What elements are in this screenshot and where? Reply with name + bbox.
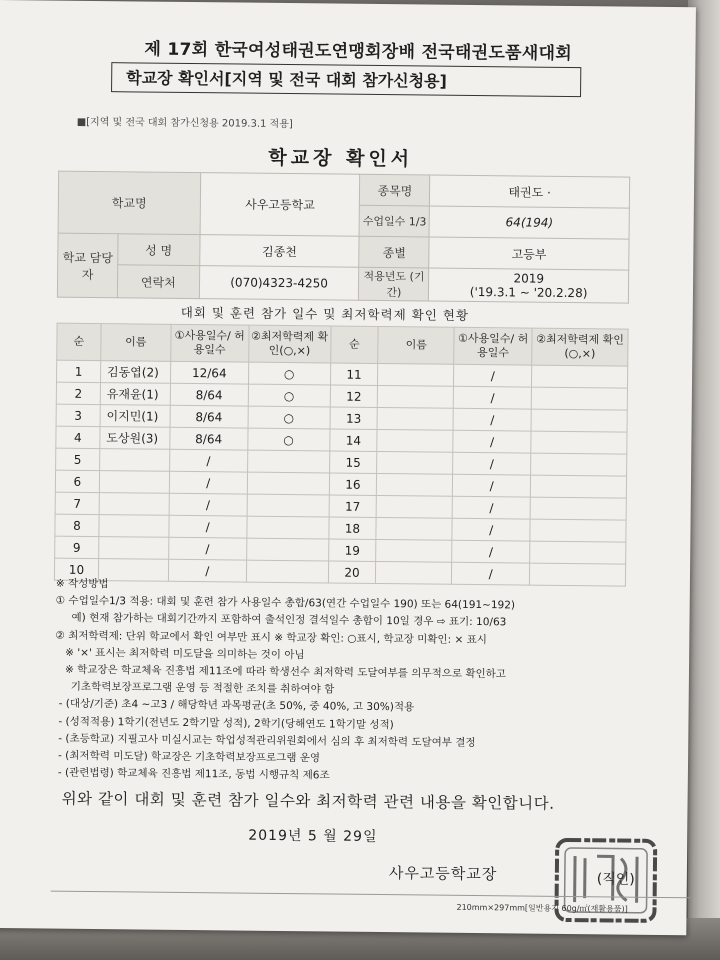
instruction-line: 예) 현재 참가하는 대회기간까지 포함하여 출석인정 결석일수 총합이 10일 경우 ⇨ 표기: 10/63 (71, 612, 507, 629)
right-no-cell: 18 (328, 517, 376, 540)
teacher-label: 학교 담당자 (57, 233, 118, 298)
year-cell (429, 268, 629, 303)
year-value: 2019 (513, 271, 545, 286)
left-name-cell: 유재윤(1) (100, 383, 170, 406)
right-days-cell: / (453, 474, 531, 497)
left-name-cell (99, 493, 169, 516)
instruction-line: ※ 작성방법 (55, 577, 109, 591)
left-days-cell: / (169, 515, 247, 538)
participation-header-cell: ②최저학력제 확인(○,×) (248, 325, 330, 363)
right-days-cell: / (452, 518, 530, 541)
left-days-cell: / (168, 559, 246, 582)
left-no-cell: 5 (56, 448, 100, 470)
right-days-cell: / (454, 364, 532, 387)
right-name-cell (378, 385, 454, 408)
right-name-cell (377, 407, 453, 430)
section-title: 대회 및 훈련 참가 일수 및 최저학력제 확인 현황 (180, 304, 470, 323)
class-days-value: 64(194) (429, 206, 629, 239)
instruction-line: ② 최저학력제: 단위 학교에서 확인 여부만 표시 ※ 학교장 확인: ○표시, 학교장 미확인: × 표시 (55, 629, 487, 646)
period-value: ('19.3.1 ~ '20.2.28) (469, 284, 588, 301)
right-check-cell (530, 475, 626, 498)
left-no-cell: 9 (55, 536, 99, 558)
participation-header-cell: 이름 (101, 324, 171, 362)
participation-header-cell: 순 (57, 323, 101, 360)
form-note: ■[지역 및 전국 대회 참가신청용 2019.3.1 적용] (76, 116, 293, 131)
teacher-name-value: 김종천 (199, 235, 359, 268)
left-check-cell (247, 472, 329, 495)
left-days-cell: 8/64 (170, 383, 248, 406)
instruction-line: - (최저학력 미도달) 학교장은 기초학력보장프로그램 운영 (58, 749, 321, 765)
right-name-cell (377, 429, 453, 452)
left-days-cell: 12/64 (170, 361, 248, 384)
school-info-table (57, 171, 630, 304)
left-check-cell (246, 538, 328, 561)
left-no-cell: 2 (56, 382, 100, 404)
right-name-cell (377, 473, 453, 496)
right-days-cell: / (453, 430, 531, 453)
instruction-line: ※ '×' 표시는 최저학력 미도달을 의미하는 것이 아님 (65, 646, 305, 662)
left-check-cell (247, 516, 329, 539)
right-check-cell (530, 541, 626, 564)
instructions (54, 576, 676, 789)
year-label: 적용년도 (기간) (359, 267, 429, 301)
document-title: 학교장 확인서 (268, 146, 414, 171)
right-check-cell (530, 497, 626, 520)
class-days-label: 수업일수 1/3 (360, 205, 430, 237)
participation-header-cell: ②최저학력제 확인(○,×) (532, 328, 628, 366)
instruction-line: - (관련법령) 학교체육 진흥법 제11조, 동법 시행규칙 제6조 (57, 766, 330, 782)
right-no-cell: 16 (329, 473, 377, 496)
left-name-cell (99, 449, 169, 472)
right-check-cell (531, 453, 627, 476)
left-check-cell (247, 494, 329, 517)
left-check-cell: ○ (248, 406, 330, 429)
left-no-cell: 6 (55, 470, 99, 492)
participation-header-cell: 이름 (378, 326, 454, 364)
paper-spec: 210mm×297mm[일반용지 60g/㎡(재활용품)] (456, 902, 628, 914)
right-name-cell (376, 517, 452, 540)
left-check-cell: ○ (247, 428, 329, 451)
instruction-line: 기초학력보장프로그램 운영 등 적절한 조치를 취하여야 함 (70, 680, 335, 696)
right-name-cell (378, 363, 454, 386)
right-check-cell (531, 409, 627, 432)
right-days-cell: / (453, 452, 531, 475)
right-no-cell: 13 (330, 407, 378, 430)
right-name-cell (377, 495, 453, 518)
instruction-line: ① 수업일수1/3 적용: 대회 및 훈련 참가 사용일수 총합/63(연간 수업일수 190) 또는 64(191~192) (55, 594, 516, 612)
level-label: 종별 (359, 236, 429, 268)
right-days-cell: / (454, 386, 532, 409)
left-no-cell: 4 (56, 426, 100, 448)
right-no-cell: 19 (328, 539, 376, 562)
right-no-cell: 12 (330, 385, 378, 408)
date-text: 2019년 5 월 29일 (248, 827, 378, 845)
left-no-cell: 8 (55, 514, 99, 536)
form-subtitle: 학교장 확인서[지역 및 전국 대회 참가신청용] (111, 62, 581, 97)
instruction-line: - (성적적용) 1학기(전년도 2학기말 성적), 2학기(당해연도 1학기말 성적) (58, 715, 394, 731)
seal-label: (직인) (596, 871, 635, 888)
right-no-cell: 11 (330, 363, 378, 386)
right-days-cell: / (452, 562, 530, 585)
contest-title: 제 17회 한국여성태권도연맹회장배 전국태권도품새대회 (144, 39, 573, 64)
right-check-cell (531, 387, 627, 410)
right-check-cell (532, 365, 628, 388)
right-name-cell (376, 539, 452, 562)
instruction-line: - (초등학교) 지필고사 미실시교는 학업성적관리위원회에서 심의 후 최저학력 도달여부 결정 (58, 732, 476, 749)
left-days-cell: 8/64 (170, 427, 248, 450)
left-no-cell: 1 (57, 360, 101, 382)
right-days-cell: / (453, 408, 531, 431)
right-no-cell: 17 (329, 495, 377, 518)
left-days-cell: / (169, 493, 247, 516)
left-no-cell: 10 (54, 558, 98, 580)
left-name-cell (99, 537, 169, 560)
participation-header-cell: 순 (330, 326, 378, 363)
left-name-cell: 이지민(1) (100, 405, 170, 428)
right-no-cell: 14 (329, 429, 377, 452)
left-name-cell (99, 515, 169, 538)
right-days-cell: / (452, 496, 530, 519)
right-check-cell (530, 519, 626, 542)
participation-header-row (57, 323, 628, 366)
level-value: 고등부 (429, 237, 629, 270)
left-name-cell (99, 471, 169, 494)
left-check-cell: ○ (248, 384, 330, 407)
left-no-cell: 3 (56, 404, 100, 426)
left-name-cell: 도상원(3) (100, 427, 170, 450)
left-check-cell (247, 450, 329, 473)
right-no-cell: 15 (329, 451, 377, 474)
school-name-label: 학교명 (58, 171, 200, 234)
right-no-cell: 20 (328, 561, 376, 584)
left-name-cell: 김동엽(2) (100, 361, 170, 384)
principal-text: 사우고등학교장 (388, 864, 498, 884)
instruction-line: - (대상/기준) 초4 ~고3 / 해당학년 과목평균(초 50%, 중 40%, 고 30%)적용 (58, 698, 415, 714)
left-check-cell: ○ (248, 362, 330, 385)
left-days-cell: / (169, 449, 247, 472)
sport-label: 종목명 (360, 174, 430, 206)
confirmation-text: 위와 같이 대회 및 훈련 참가 일수와 최저학력 관련 내용을 확인합니다. (61, 789, 555, 813)
right-name-cell (377, 451, 453, 474)
left-days-cell: 8/64 (170, 405, 248, 428)
left-no-cell: 7 (55, 492, 99, 514)
instruction-line: ※ 학교장은 학교체육 진흥법 제11조에 따라 학생선수 최저학력 도달여부를 의무적으로 확인하고 (64, 663, 506, 681)
sport-value: 태권도 · (430, 175, 630, 208)
contact-label: 연락처 (117, 265, 199, 299)
participation-header-cell: ①사용일수/ 허용일수 (454, 327, 532, 365)
school-name-value: 사우고등학교 (200, 173, 360, 237)
left-days-cell: / (168, 537, 246, 560)
left-days-cell: / (169, 471, 247, 494)
right-check-cell (531, 431, 627, 454)
participation-table (54, 323, 629, 587)
right-days-cell: / (452, 540, 530, 563)
participation-header-cell: ①사용일수/ 허용일수 (171, 324, 249, 362)
contact-value: (070)4323-4250 (199, 266, 359, 301)
teacher-name-label: 성 명 (118, 234, 200, 266)
